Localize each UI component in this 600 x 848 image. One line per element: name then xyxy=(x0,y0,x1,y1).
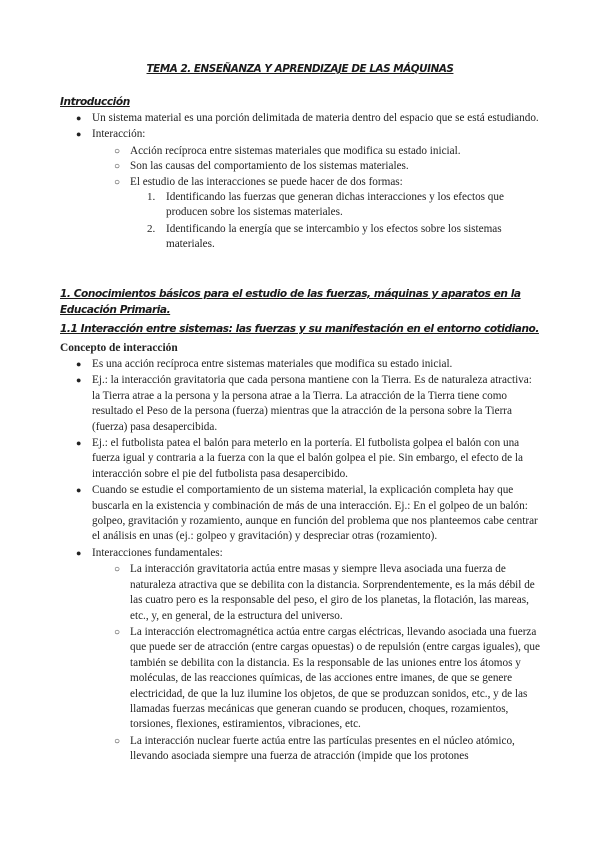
intro-numbered-item: 2. Identificando la energía que se intercambio y los efectos sobre los sistemas materiales. xyxy=(147,222,502,251)
number-marker: 2. xyxy=(147,222,156,235)
circle-bullet-icon: ○ xyxy=(114,735,121,747)
intro-heading: Introducción xyxy=(60,96,130,108)
circle-bullet-icon: ○ xyxy=(114,564,121,576)
concept-heading: Concepto de interacción xyxy=(60,342,178,354)
fundamental-interaction-item: ○ La interacción gravitatoria actúa entre masas y siempre lleva asociada una fuerza de naturaleza atractiva que se debilita con la distancia. Sorprendentemente, es la más débil de las cuatro pero es la responsable del peso, el giro de los planetas, la flotación, las mareas, etc., y, en general, de la estructura del universo. xyxy=(114,563,535,622)
intro-item: ● Un sistema material es una porción delimitada de materia dentro del espacio que se está estudiando. xyxy=(0,111,600,126)
concept-item: ● Cuando se estudie el comportamiento de un sistema material, la explicación completa hay que buscarla en la existencia y combinación de más de una interacción. Ej.: En el golpeo de un balón: golpeo, gravitación y rozamiento, aunque en función del problema que nos planteemos cabe centrar el análisis en unas (ej.: golpeo y gravitación) y despreciar otras (rozamiento). xyxy=(76,484,538,543)
bullet-icon: ● xyxy=(76,129,82,140)
intro-subitem: ○ El estudio de las interacciones se puede hacer de dos formas: xyxy=(0,175,600,190)
bullet-icon: ● xyxy=(76,359,82,369)
bullet-icon: ● xyxy=(76,547,82,558)
fundamental-interaction-item: ○ La interacción electromagnética actúa entre cargas eléctricas, llevando asociada una fuerza que puede ser de atracción (entre cargas opuestas) o de repulsión (entre cargas iguales), que también se debilita con la distancia. Es la responsable de las uniones entre los átomos y moléculas, de las reacciones químicas, de las acciones entre imanes, de que se genere electricidad, de que la luz ilumine los objetos, de que se produzcan sonidos, etc., y de las llamadas fuerzas mecánicas que generan cuando se producen, choques, rozamientos, torsiones, flexiones, estiramientos, vibraciones, etc. xyxy=(114,625,540,731)
concept-item: ● Es una acción recíproca entre sistemas materiales que modifica su estado inicial. xyxy=(0,357,600,372)
intro-list xyxy=(0,111,600,253)
circle-bullet-icon: ○ xyxy=(114,161,121,173)
intro-subitem: ○ Son las causas del comportamiento de los sistemas materiales. xyxy=(0,159,600,174)
bullet-icon: ● xyxy=(76,485,82,496)
section-heading: 1. Conocimientos básicos para el estudio de las fuerzas, máquinas y aparatos en la Educación Primaria. xyxy=(60,288,521,316)
document-title: TEMA 2. ENSEÑANZA Y APRENDIZAJE DE LAS MÁQUINAS xyxy=(146,63,454,75)
intro-subitem: ○ Acción recíproca entre sistemas materiales que modifica su estado inicial. xyxy=(0,144,600,159)
circle-bullet-icon: ○ xyxy=(114,145,121,157)
fundamental-interaction-item: ○ La interacción nuclear fuerte actúa entre las partículas presentes en el núcleo atómico, llevando asociada siempre una fuerza de atracción (impide que los protones xyxy=(114,734,515,763)
concept-list xyxy=(0,357,600,765)
intro-item: ● Interacción: xyxy=(0,127,600,142)
circle-bullet-icon: ○ xyxy=(114,176,121,188)
bullet-icon: ● xyxy=(76,113,82,123)
number-marker: 1. xyxy=(147,191,156,204)
subsection-heading: 1.1 Interacción entre sistemas: las fuerzas y su manifestación en el entorno cotidiano. xyxy=(60,323,539,335)
bullet-icon: ● xyxy=(76,438,82,449)
concept-item: ● Interacciones fundamentales: xyxy=(0,546,600,561)
circle-bullet-icon: ○ xyxy=(114,626,121,638)
concept-item: ● Ej.: la interacción gravitatoria que cada persona mantiene con la Tierra. Es de naturaleza atractiva: la Tierra atrae a la persona y la persona atrae a la Tierra. La atracción de la Tierra tiene como resultado el Peso de la persona (fuerza) mientras que la atracción de la persona sobre la Tierra (fuerza) pasa desapercibida. xyxy=(76,374,532,433)
concept-item: ● Ej.: el futbolista patea el balón para meterlo en la portería. El futbolista golpea el balón con una fuerza igual y contraria a la fuerza con la que el balón golpea el pie. Sin embargo, el efecto de la interacción sobre el pie del futbolista pasa desapercibido. xyxy=(76,437,523,480)
intro-numbered-item: 1. Identificando las fuerzas que generan dichas interacciones y los efectos que producen sobre los sistemas materiales. xyxy=(147,191,504,219)
bullet-icon: ● xyxy=(76,375,82,386)
